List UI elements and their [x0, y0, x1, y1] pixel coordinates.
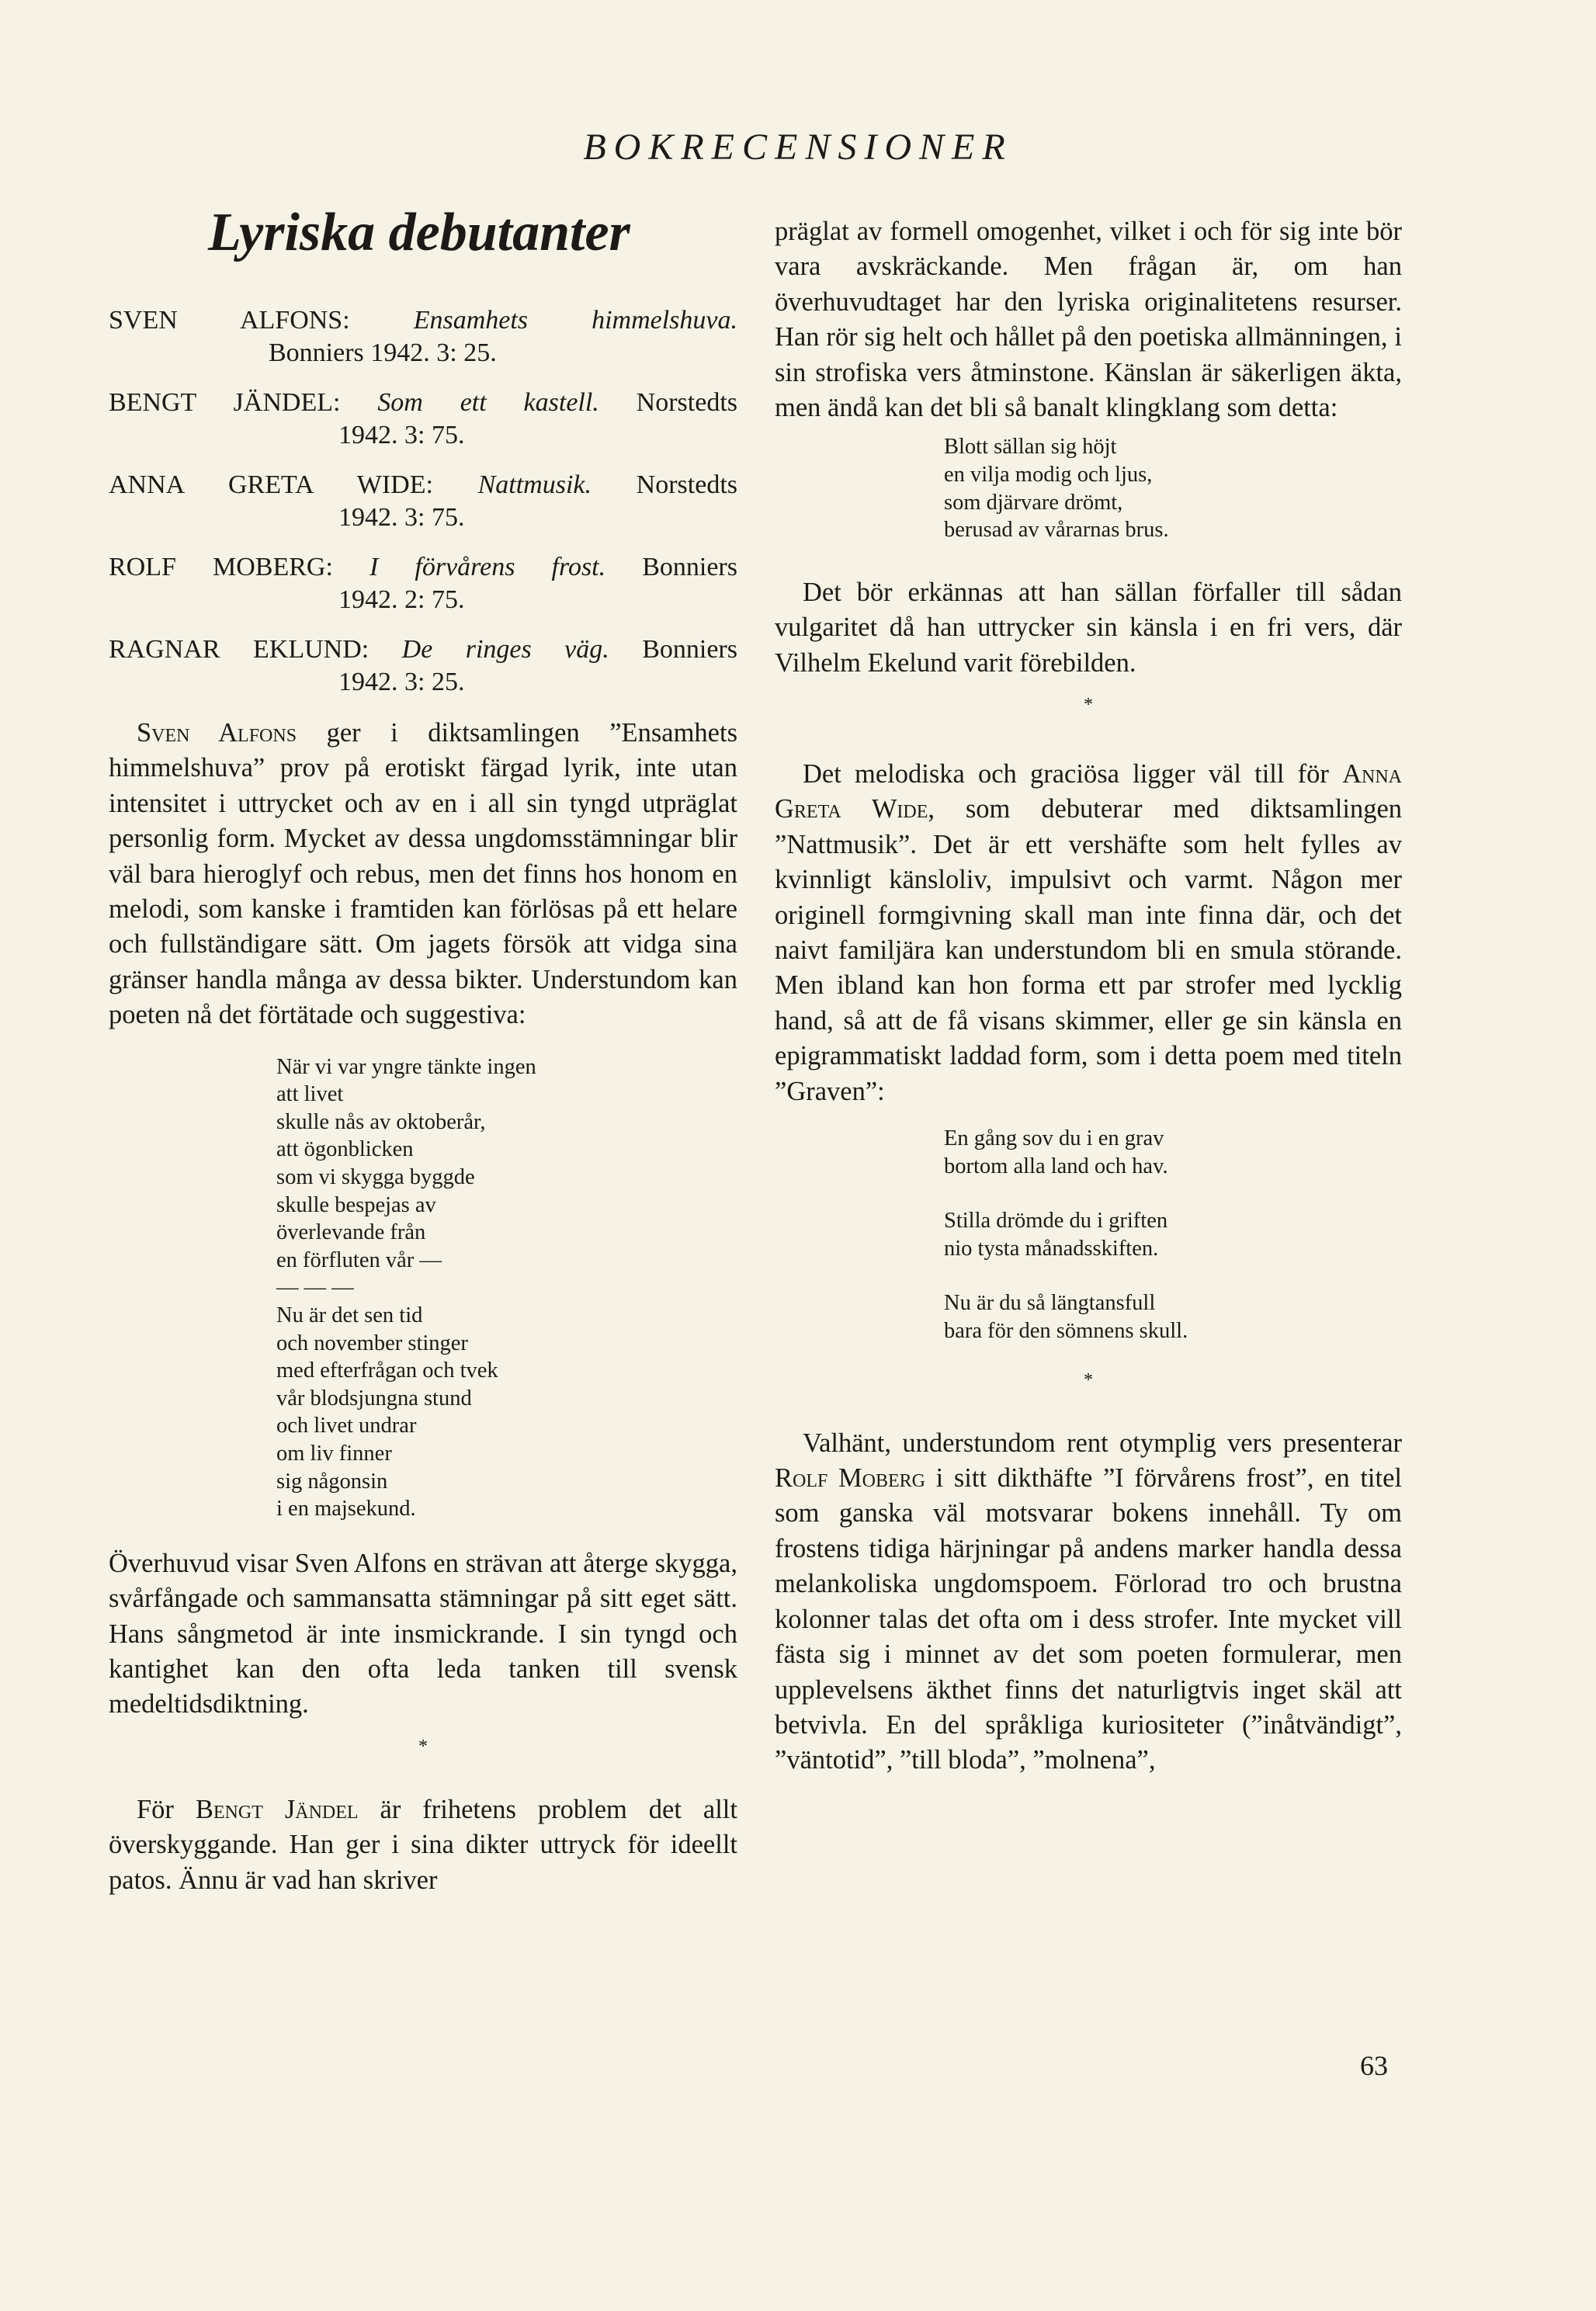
poem-line: i en majsekund.: [276, 1497, 416, 1522]
book-title: De ringes väg.: [401, 635, 609, 664]
bibliography-entry: [109, 551, 737, 616]
poem-line: att livet: [276, 1082, 344, 1107]
poem-line: sig någonsin: [276, 1469, 388, 1494]
paragraph-text: i sitt dikthäfte ”I förvårens frost”, en titel som ganska väl motsvarar bokens innehåll. Ty om frostens tidiga härjningar på andens marker handla dessa melankoliska ungdomspoem. Förlorad tro och brustna kolonner talas det ofta om i dess strofer. Inte mycket vill fästa sig i minnet av det som poeten formulerar, men upplevelsens äkthet finns det naturligtvis inget skäl att betvivla. En del språkliga kuriositeter (”inåtvändigt”, ”väntotid”, ”till bloda”, ”molnena”,: [775, 1463, 1402, 1775]
paragraph-bengt-jandel: [109, 1792, 737, 1898]
poem-line: bara för den sömnens skull.: [944, 1319, 1188, 1344]
poem-line: överlevande från: [276, 1220, 426, 1245]
paragraph-text: ger i diktsamlingen ”Ensamhets himmelshuva” prov på erotiskt färgad lyrik, inte utan intensitet i uttrycket och av en i all sin tyngd utpräglat personlig form. Mycket av dessa ungdomsstämningar blir väl bara hieroglyf och rebus, men det finns hos honom en melodi, som kanske i framtiden kan förlösas på ett helare och fullständigare sätt. Om jagets försök att vidga sina gränser handla många av dessa bikter. Understundom kan poeten nå det förtätade och suggestiva:: [109, 718, 737, 1030]
book-author: ANNA GRETA WIDE:: [109, 470, 478, 499]
poem-line: med efterfrågan och tvek: [276, 1358, 498, 1383]
poem-line: Nu är du så längtansfull: [944, 1291, 1156, 1316]
book-publisher: Norstedts: [592, 470, 737, 499]
author-name: Sven Alfons: [137, 718, 297, 748]
paragraph-anna-greta-wide: [775, 757, 1402, 1109]
book-title: I förvårens frost.: [369, 553, 606, 581]
book-publication: 1942. 3: 75.: [338, 503, 465, 532]
poem-line: vår blodsjungna stund: [276, 1386, 472, 1411]
poem-line: om liv finner: [276, 1441, 392, 1466]
poem-line: nio tysta månadsskiften.: [944, 1236, 1159, 1261]
poem-line: Stilla drömde du i griften: [944, 1209, 1168, 1234]
paragraph-text: För: [137, 1794, 196, 1824]
poem-line: en vilja modig och ljus,: [944, 463, 1153, 488]
section-separator: *: [1084, 695, 1093, 716]
poem-line: Nu är det sen tid: [276, 1303, 423, 1327]
poem-line: berusad av vårarnas brus.: [944, 518, 1169, 543]
book-publisher: Bonniers: [605, 553, 737, 581]
book-publication: 1942. 3: 75.: [338, 421, 465, 449]
poem-line: bortom alla land och hav.: [944, 1154, 1168, 1178]
book-author: ROLF MOBERG:: [109, 553, 370, 581]
book-publication: Bonniers 1942. 3: 25.: [269, 338, 497, 367]
right-column: [775, 214, 1402, 1778]
book-title: Ensamhets himmelshuva.: [413, 306, 737, 335]
poem-block: [775, 1125, 1402, 1345]
paragraph-jandel-cont: präglat av formell omogenhet, vilket i och för sig inte bör vara avskräckande. Men frågan är, om han överhuvudtaget har den lyriska originalitetens resurser. Han rör sig helt och hållet på den poetiska allmänningen, i sin strofiska vers åtminstone. Känslan är säkerligen äkta, men ändå kan det bli så banalt klingklang som detta:: [775, 217, 1402, 423]
paragraph-vulgaritet: [775, 575, 1402, 681]
bibliography-list: [109, 304, 737, 699]
book-title: Nattmusik.: [477, 470, 592, 499]
bibliography-entry: [109, 469, 737, 534]
bibliography-entry: [109, 633, 737, 699]
poem-line: — — —: [276, 1275, 354, 1300]
book-author: SVEN ALFONS:: [109, 306, 414, 335]
section-separator: *: [418, 1736, 428, 1757]
poem-line: och livet undrar: [276, 1414, 417, 1438]
poem-line: en förfluten vår —: [276, 1247, 442, 1272]
poem-block: [775, 433, 1402, 543]
left-column: [109, 202, 737, 1898]
poem-line: och november stinger: [276, 1331, 468, 1355]
stanza-gap: [944, 1180, 1402, 1207]
paragraph-text: Valhänt, understundom rent otymplig vers presenterar: [803, 1428, 1402, 1458]
paragraph-text: Det melodiska och graciösa ligger väl till för: [803, 759, 1343, 789]
book-publication: 1942. 3: 25.: [338, 668, 465, 696]
book-publisher: Norstedts: [598, 388, 737, 417]
bibliography-line: [109, 633, 737, 666]
bibliography-line: [109, 304, 737, 337]
stanza-gap: [944, 1262, 1402, 1289]
book-title: Som ett kastell.: [377, 388, 599, 417]
paragraph-rolf-moberg: [775, 1426, 1402, 1778]
page-number: 63: [1360, 2050, 1388, 2081]
bibliography-line: [109, 551, 737, 584]
poem-line: Blott sällan sig höjt: [944, 435, 1117, 460]
bibliography-entry: [109, 304, 737, 370]
author-name: Rolf Moberg: [775, 1463, 926, 1494]
bibliography-line: [109, 469, 737, 501]
section-separator: *: [1084, 1369, 1093, 1390]
paragraph-text: är frihetens problem det allt överskyggande. Han ger i sina dikter uttryck för ideellt patos. Ännu är vad han skriver: [109, 1794, 737, 1895]
author-name: Anna Greta Wide: [775, 759, 1402, 824]
poem-line: som djärvare drömt,: [944, 490, 1123, 515]
bibliography-line: [109, 387, 737, 419]
poem-line: som vi skygga byggde: [276, 1165, 475, 1190]
author-name: Bengt Jändel: [195, 1794, 359, 1824]
paragraph-text: Det bör erkännas att han sällan förfaller till sådan vulgaritet då han uttrycker sin känsla i en fri vers, där Vilhelm Ekelund varit förebilden.: [775, 577, 1402, 678]
paragraph-sven-alfons: [109, 716, 737, 1033]
bibliography-entry: [109, 387, 737, 452]
paragraph-text: , som debuterar med diktsamlingen ”Nattmusik”. Det är ett vershäfte som helt fylles av kvinnligt känsloliv, impulsivt och varmt. Någon mer originell formgivning skall man inte finna där, och det naivt familjära kan understundom bli en smula störande. Men ibland kan hon forma ett par strofer med lycklig hand, så att de få visans skimmer, eller ge sin känsla en epigrammatiskt laddad form, som i detta poem med titeln ”Graven”:: [775, 794, 1403, 1106]
running-head: BOKRECENSIONER: [583, 127, 1013, 168]
poem-line: att ögonblicken: [276, 1137, 414, 1162]
poem-line: När vi var yngre tänkte ingen: [276, 1054, 536, 1079]
poem-line: En gång sov du i en grav: [944, 1126, 1164, 1151]
article-title: Lyriska debutanter: [208, 203, 630, 262]
poem-line: skulle bespejas av: [276, 1192, 436, 1217]
paragraph-overhuvud: Överhuvud visar Sven Alfons en strävan att återge skygga, svårfångade och sammansatta stämningar på sitt eget sätt. Hans sångmetod är inte insmickrande. I sin tyngd och kantighet kan den ofta leda tanken till svensk medeltidsdiktning.: [109, 1548, 737, 1719]
book-publisher: Bonniers: [609, 635, 737, 664]
book-author: RAGNAR EKLUND:: [109, 635, 402, 664]
poem-line: skulle nås av oktoberår,: [276, 1109, 486, 1134]
poem-block: [109, 1053, 737, 1523]
book-author: BENGT JÄNDEL:: [109, 388, 378, 417]
book-publication: 1942. 2: 75.: [338, 585, 465, 614]
